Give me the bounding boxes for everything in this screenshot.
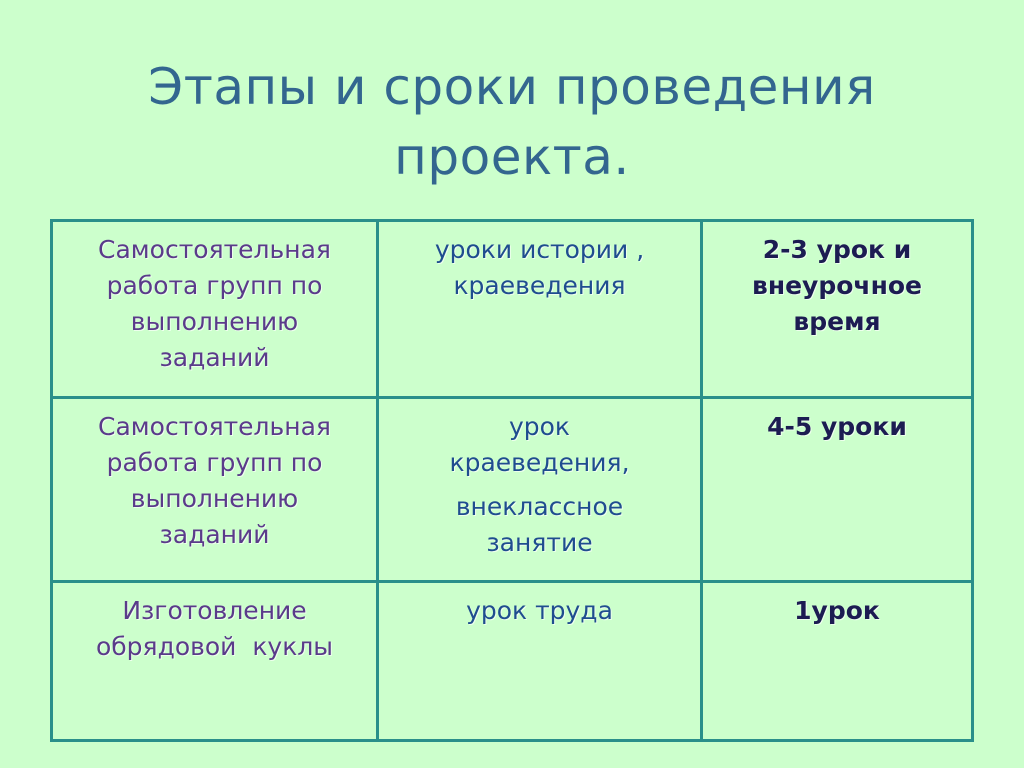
activity-text-line: Самостоятельная xyxy=(98,235,331,264)
slide-title-line-1: Этапы и сроки проведения xyxy=(148,58,876,116)
lesson-text-line: краеведения, xyxy=(449,448,630,477)
lesson-cell xyxy=(378,582,702,741)
activity-text-line: заданий xyxy=(159,343,270,372)
table-row xyxy=(52,221,973,398)
activity-cell xyxy=(52,221,378,398)
lesson-text-line: уроки истории , xyxy=(434,235,645,264)
time-cell xyxy=(702,221,973,398)
slide-title-line-2: проекта. xyxy=(394,128,630,186)
time-text-line: 4-5 уроки xyxy=(767,412,907,441)
time-cell xyxy=(702,398,973,582)
lesson-text-line: урок xyxy=(508,412,571,441)
activity-text-line: выполнению xyxy=(130,484,299,513)
time-cell xyxy=(702,582,973,741)
stages-table xyxy=(50,219,974,742)
time-text-line: время xyxy=(793,307,881,336)
lesson-cell xyxy=(378,221,702,398)
activity-text-line: Изготовление xyxy=(122,596,307,625)
lesson-cell xyxy=(378,398,702,582)
lesson-text-line: занятие xyxy=(486,528,593,557)
table-row xyxy=(52,582,973,741)
activity-cell xyxy=(52,582,378,741)
activity-text-line: Самостоятельная xyxy=(98,412,331,441)
activity-text-line: работа групп по xyxy=(106,448,323,477)
activity-text-line: работа групп по xyxy=(106,271,323,300)
time-text-line: 1урок xyxy=(794,596,880,625)
lesson-text-line: краеведения xyxy=(453,271,626,300)
activity-text-line: выполнению xyxy=(130,307,299,336)
time-text-line: 2-3 урок и xyxy=(762,235,912,264)
time-text-line: внеурочное xyxy=(752,271,922,300)
activity-cell xyxy=(52,398,378,582)
slide-title xyxy=(60,52,964,192)
lesson-text-line: внеклассное xyxy=(455,492,624,521)
activity-text-line: заданий xyxy=(159,520,270,549)
table-row xyxy=(52,398,973,582)
lesson-text-line: урок труда xyxy=(466,596,613,625)
activity-text-line: обрядовой куклы xyxy=(95,632,334,661)
